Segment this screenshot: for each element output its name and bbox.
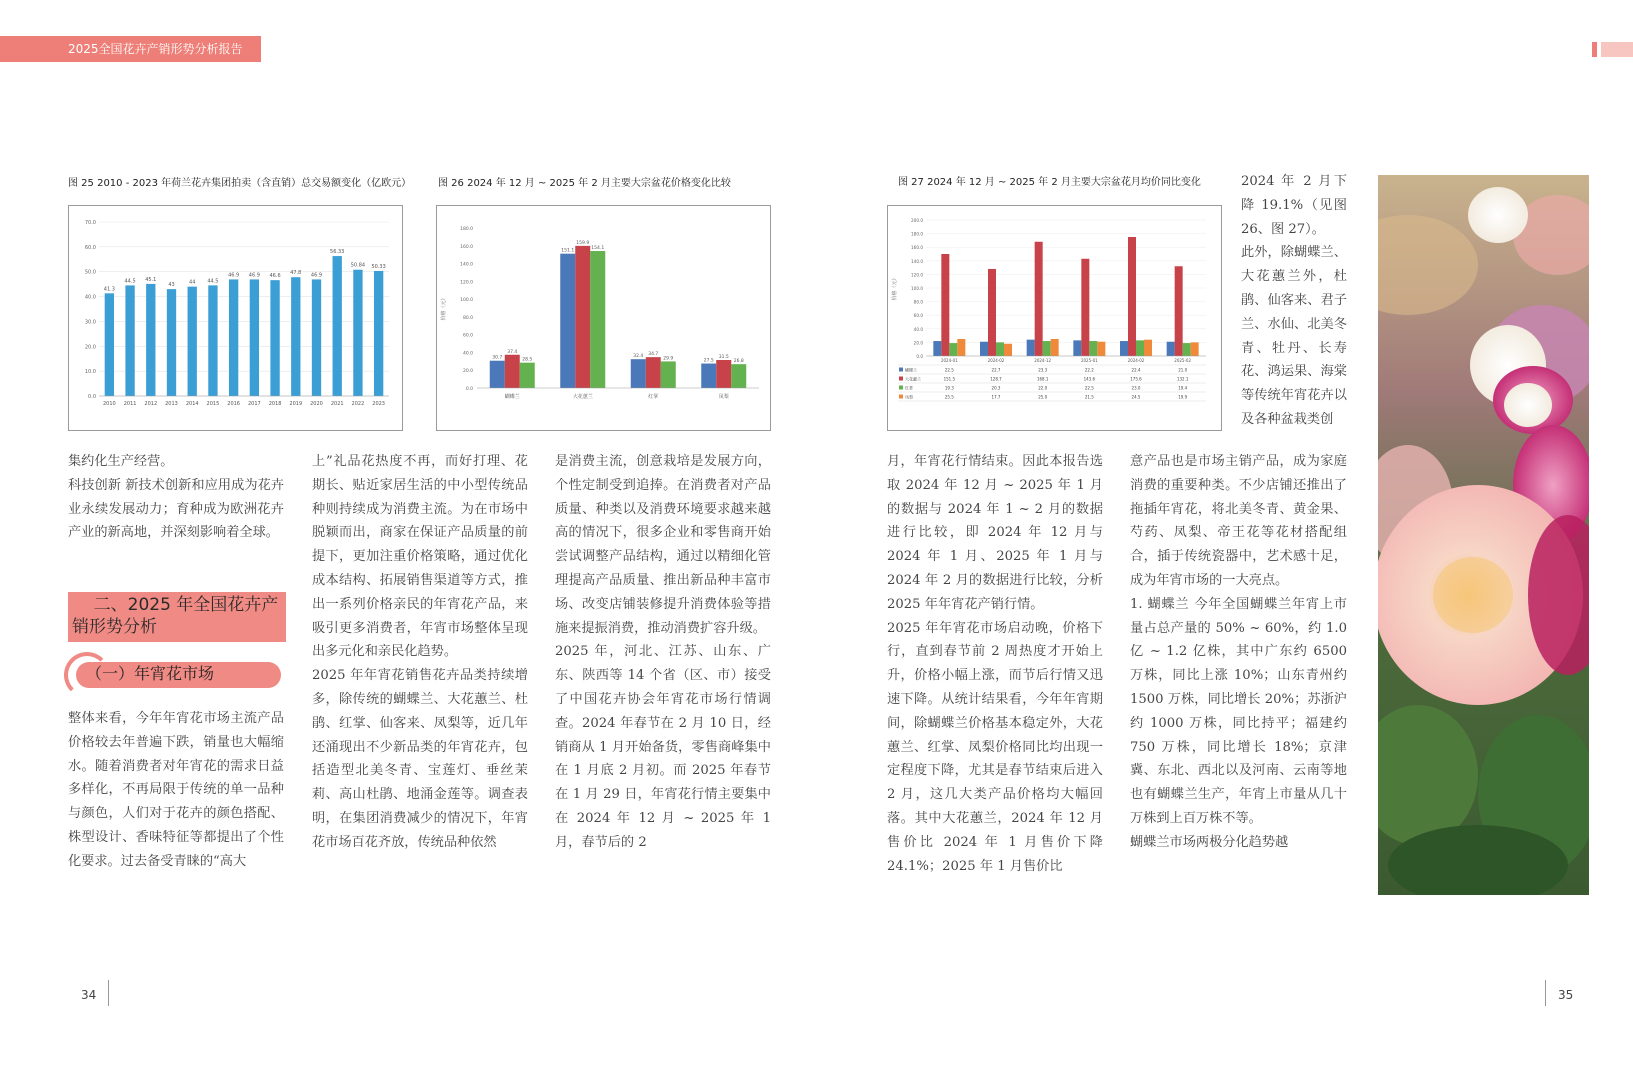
bar <box>105 293 114 396</box>
y-axis-label: 价格（元） <box>892 275 898 301</box>
table-cell: 22.4 <box>1131 367 1141 373</box>
x-tick-label: 蝴蝶兰 <box>504 394 520 400</box>
y-tick-label: 70.0 <box>84 220 96 226</box>
corner-marker <box>1592 42 1597 57</box>
x-tick-label: 2020 <box>310 401 323 407</box>
data-label: 44.5 <box>207 278 219 285</box>
bar <box>520 363 535 388</box>
legend-swatch <box>899 386 903 390</box>
bar <box>1043 341 1051 356</box>
bar <box>1191 342 1199 356</box>
bar <box>250 279 259 396</box>
y-tick-label: 140.0 <box>911 258 923 264</box>
bar <box>125 285 134 396</box>
bar <box>661 361 676 388</box>
report-title: 2025全国花卉产销形势分析报告 <box>68 42 243 56</box>
data-label: 28.5 <box>522 357 533 363</box>
bar <box>988 269 996 356</box>
x-tick-label: 2013 <box>165 401 178 407</box>
peony-flower-photo <box>1378 175 1589 895</box>
page-number-left: 34 <box>81 988 97 1002</box>
bar <box>949 343 957 356</box>
bar <box>731 364 746 388</box>
x-tick-label: 2015 <box>206 401 220 407</box>
y-tick-label: 160.0 <box>460 244 473 250</box>
x-tick-label: 2025-02 <box>1174 358 1192 363</box>
table-series-name: 红掌 <box>905 385 913 391</box>
bar <box>1089 341 1097 356</box>
bar <box>312 279 321 396</box>
y-tick-label: 160.0 <box>911 245 923 251</box>
bar <box>353 270 362 396</box>
y-tick-label: 20.0 <box>462 369 473 375</box>
y-tick-label: 60.0 <box>84 244 96 251</box>
fig27-chart-box <box>887 205 1222 431</box>
bar <box>701 364 716 388</box>
fig27-caption: 图 27 2024 年 12 月 ~ 2025 年 2 月主要大宗盆花月均价同比变化 <box>898 177 1201 188</box>
table-cell: 25.0 <box>1038 394 1048 400</box>
table-series-name: 凤梨 <box>905 394 913 400</box>
table-cell: 19.9 <box>1178 394 1188 400</box>
col1-top-text: 集约化生产经营。 科技创新 新技术创新和应用成为花卉业永续发展动力；育种成为欧洲花卉产业的新高地，并深刻影响着全球。 <box>68 454 284 541</box>
x-tick-label: 2011 <box>123 401 137 407</box>
col3-text: 是消费主流，创意栽培是发展方向，个性定制受到追捧。在消费者对产品质量、种类以及消费环境要求越来越高的情况下，很多企业和零售商开始尝试调整产品结构，通过以精细化管理提高产品质量、推出新品种丰富市场、改变店铺装修提升消费体验等措施来提振消费，推动消费扩容升级。 2025 年，河北、江苏、山东、广东、陕西等 14 个省（区、市）接受了中国花卉协会年宵花市场行情调查。2024 年春节在 2 月 10 日，经销商从 1 月开始备货，零售商峰集中在 1 月底 2 月初。而 2025 年春节在 1 月 29 日，年宵花行情主要集中在 2024 年 12 月 ~ 2025 年 1 月，春节后的 2 <box>555 454 771 850</box>
bar <box>1136 340 1144 356</box>
corner-bar <box>1601 42 1633 57</box>
x-tick-label: 2014 <box>185 401 199 407</box>
bar <box>146 284 155 396</box>
data-label: 46.9 <box>228 272 240 279</box>
data-label: 46.9 <box>310 272 323 279</box>
fig26-chart <box>437 206 770 430</box>
table-cell: 24.5 <box>1131 394 1141 400</box>
bar <box>590 251 605 388</box>
bar <box>374 271 383 396</box>
y-tick-label: 40.0 <box>84 294 96 301</box>
bar <box>1073 340 1081 356</box>
legend-swatch <box>899 368 903 372</box>
x-tick-label: 2024-02 <box>987 358 1005 363</box>
peony-flower-illustration <box>1378 175 1589 895</box>
data-label: 46.9 <box>248 272 260 279</box>
table-cell: 143.6 <box>1083 376 1096 382</box>
x-tick-label: 凤梨 <box>718 394 729 400</box>
table-cell: 20.3 <box>991 385 1001 391</box>
data-label: 159.9 <box>576 240 590 246</box>
y-tick-label: 40.0 <box>462 351 473 357</box>
bar <box>208 285 217 396</box>
bar <box>941 254 949 356</box>
x-tick-label: 2017 <box>247 401 261 407</box>
bar <box>167 289 176 396</box>
bar <box>1081 259 1089 356</box>
bar <box>1128 237 1136 356</box>
table-series-name: 大花蕙兰 <box>905 376 921 382</box>
table-cell: 128.7 <box>990 376 1002 382</box>
y-tick-label: 30.0 <box>84 319 96 326</box>
bar <box>1097 342 1105 356</box>
bar <box>505 355 520 388</box>
y-tick-label: 60.0 <box>462 333 473 339</box>
y-tick-label: 0.0 <box>916 354 923 359</box>
data-label: 50.84 <box>350 262 366 269</box>
y-tick-label: 60.0 <box>913 313 923 319</box>
bar <box>291 277 300 396</box>
data-label: 27.5 <box>703 358 714 364</box>
report-title-banner <box>0 36 261 62</box>
x-tick-label: 2019 <box>289 401 303 407</box>
bar <box>229 279 238 396</box>
data-label: 44 <box>189 279 196 286</box>
table-cell: 25.5 <box>944 394 954 400</box>
x-tick-label: 红掌 <box>648 394 659 400</box>
y-tick-label: 20.0 <box>84 344 96 351</box>
bar <box>716 360 731 388</box>
section-heading <box>68 592 286 642</box>
data-label: 34.7 <box>648 352 659 358</box>
page-number-left-rule <box>108 980 109 1006</box>
data-label: 41.3 <box>103 286 115 293</box>
table-cell: 22.5 <box>944 367 954 373</box>
fig26-chart-box <box>436 205 771 431</box>
data-label: 26.8 <box>733 359 744 365</box>
y-tick-label: 200.0 <box>911 218 923 223</box>
y-tick-label: 100.0 <box>460 298 473 304</box>
bar <box>1120 341 1128 356</box>
x-tick-label: 2024-01 <box>940 358 958 363</box>
x-tick-label: 2018 <box>268 401 282 407</box>
table-cell: 168.1 <box>1036 376 1049 382</box>
table-cell: 22.7 <box>991 367 1001 373</box>
bar <box>333 256 342 396</box>
x-tick-label: 2023 <box>372 401 386 407</box>
fig27-chart <box>888 206 1221 430</box>
table-cell: 22.5 <box>1084 385 1094 391</box>
legend-swatch <box>899 395 903 399</box>
table-series-name: 蝴蝶兰 <box>905 367 917 373</box>
x-tick-label: 2010 <box>102 401 116 407</box>
table-cell: 22.0 <box>1038 385 1048 391</box>
table-cell: 21.0 <box>1178 367 1188 373</box>
data-label: 29.9 <box>663 356 674 362</box>
subsection-heading <box>76 662 281 688</box>
page-number-right: 35 <box>1558 988 1574 1002</box>
x-tick-label: 2012 <box>144 401 158 407</box>
data-label: 32.4 <box>633 354 644 360</box>
bar <box>560 254 575 388</box>
bar <box>1051 339 1059 356</box>
x-tick-label: 2016 <box>227 401 241 407</box>
data-label: 46.6 <box>269 273 281 280</box>
table-cell: 22.2 <box>1084 367 1094 373</box>
y-tick-label: 100.0 <box>911 286 923 291</box>
section-heading-text: 二、2025 年全国花卉产销形势分析 <box>72 595 279 637</box>
col5-top-text: 2024 年 2 月下降 19.1%（见图 26、图 27）。 此外，除蝴蝶兰、大花蕙兰外，杜鹃、仙客来、君子兰、水仙、北美冬青、牡丹、长寿花、鸿运果、海棠等传统年宵花卉以及各种盆栽类创 <box>1241 174 1347 427</box>
bar <box>1175 266 1183 356</box>
bar <box>646 357 661 388</box>
x-tick-label: 2022 <box>351 401 365 407</box>
fig25-caption: 图 25 2010 - 2023 年荷兰花卉集团拍卖（含直销）总交易额变化（亿欧元） <box>68 178 412 189</box>
y-tick-label: 40.0 <box>913 326 923 332</box>
y-axis-label: 价格（元） <box>441 295 447 321</box>
bar <box>1035 242 1043 356</box>
table-cell: 21.5 <box>1084 394 1094 400</box>
y-tick-label: 80.0 <box>462 315 473 321</box>
data-label: 151.1 <box>561 248 575 254</box>
data-label: 154.1 <box>591 246 605 252</box>
data-label: 56.33 <box>330 249 345 256</box>
subsection-heading-text: （一）年宵花市场 <box>86 664 215 683</box>
bar <box>957 339 965 356</box>
x-tick-label: 2021 <box>330 401 344 407</box>
y-tick-label: 180.0 <box>460 227 473 232</box>
data-label: 44.5 <box>124 278 136 285</box>
bar <box>933 341 941 356</box>
y-tick-label: 0.0 <box>465 387 473 392</box>
y-tick-label: 0.0 <box>88 394 96 400</box>
col5-bottom-text: 意产品也是市场主销产品，成为家庭消费的重要种类。不少店铺还推出了拖插年宵花，将北美冬青、黄金果、芍药、凤梨、帝王花等花材搭配组合，插于传统瓷器中，艺术感十足，成为年宵市场的一大亮点。 1. 蝴蝶兰 今年全国蝴蝶兰年宵上市量占总产量的 50% ~ 60%，约 1.0 亿 ~ 1.2 亿株，其中广东约 6500 万株，同比上涨 10%；山东青州约 1500 万株，同比增长 20%；苏浙沪约 1000 万株，同比持平；福建约 750 万株，同比增长 18%；京津冀、东北、西北以及河南、云南等地也有蝴蝶兰生产，年宵上市量从几十万株到上百万株不等。 蝴蝶兰市场两极分化趋势越 <box>1130 454 1347 850</box>
fig26-caption: 图 26 2024 年 12 月 ~ 2025 年 2 月主要大宗盆花价格变化比较 <box>438 178 731 189</box>
y-tick-label: 140.0 <box>460 262 473 268</box>
col1-bottom-text: 整体来看，今年年宵花市场主流产品价格较去年普遍下跌，销量也大幅缩水。随着消费者对年宵花的需求日益多样化，不再局限于传统的单一品种与颜色，人们对于花卉的颜色搭配、株型设计、香味特征等都提出了个性化要求。过去备受青睐的“高大 <box>68 711 284 869</box>
col4-text: 月，年宵花行情结束。因此本报告选取 2024 年 12 月 ~ 2025 年 1 月的数据与 2024 年 1 ~ 2 月的数据进行比较，即 2024 年 12 月与 2024 年 1 月、2025 年 1 月与 2024 年 2 月的数据进行比较，分析 2025 年年宵花产销行情。 2025 年年宵花市场启动晚，价格下行，直到春节前 2 周热度才开始上升，价格小幅上涨，而节后行情又迅速下降。从统计结果看，今年年宵期间，除蝴蝶兰价格基本稳定外，大花蕙兰、红掌、凤梨价格同比均出现一定程度下降，尤其是春节结束后进入 2 月，这几大类产品价格均大幅回落。其中大花蕙兰，2024 年 12 月售价比 2024 年 1 月售价下降 24.1%；2025 年 1 月售价比 <box>887 454 1103 874</box>
bar <box>188 287 197 396</box>
data-label: 30.7 <box>492 355 503 361</box>
data-label: 37.4 <box>507 349 518 355</box>
table-cell: 175.6 <box>1130 376 1142 382</box>
fig25-chart <box>69 206 402 430</box>
bar <box>1167 342 1175 356</box>
y-tick-label: 180.0 <box>911 231 923 237</box>
bar <box>631 359 646 388</box>
bar <box>996 342 1004 356</box>
data-label: 45.1 <box>145 276 157 283</box>
y-tick-label: 120.0 <box>911 272 923 278</box>
data-label: 47.8 <box>290 270 302 277</box>
table-cell: 23.3 <box>1038 367 1048 373</box>
bar <box>270 280 279 396</box>
table-cell: 23.0 <box>1131 385 1141 391</box>
bar <box>575 246 590 388</box>
fig25-chart-box <box>68 205 403 431</box>
data-label: 31.5 <box>718 355 729 360</box>
data-label: 50.33 <box>371 263 386 270</box>
table-cell: 151.5 <box>943 376 956 382</box>
bar <box>980 342 988 356</box>
bar <box>1144 340 1152 356</box>
table-cell: 17.7 <box>991 394 1001 400</box>
legend-swatch <box>899 377 903 381</box>
data-label: 43 <box>168 282 175 289</box>
bar <box>1004 344 1012 356</box>
x-tick-label: 2024-02 <box>1127 358 1145 363</box>
x-tick-label: 2024-12 <box>1034 358 1052 363</box>
y-tick-label: 10.0 <box>84 369 96 376</box>
x-tick-label: 大花蕙兰 <box>572 394 593 400</box>
table-cell: 19.3 <box>944 385 954 391</box>
y-tick-label: 80.0 <box>913 299 923 305</box>
x-tick-label: 2025-01 <box>1080 358 1098 363</box>
page-number-right-rule <box>1545 980 1546 1006</box>
table-cell: 132.1 <box>1176 376 1189 382</box>
col2-text: 上”礼品花热度不再，而好打理、花期长、贴近家居生活的中小型传统品种则持续成为消费主流。为在市场中脱颖而出，商家在保证产品质量的前提下，更加注重价格策略，通过优化成本结构、拓展销售渠道等方式，推出一系列价格亲民的年宵花产品，来吸引更多消费者，年宵市场整体呈现出多元化和亲民化趋势。 2025 年年宵花销售花卉品类持续增多，除传统的蝴蝶兰、大花蕙兰、杜鹃、红掌、仙客来、凤梨等，近几年还涌现出不少新品类的年宵花卉，包括造型北美冬青、宝莲灯、垂丝茉莉、高山杜鹃、地涌金莲等。调查表明，在集团消费减少的情况下，年宵花市场百花齐放，传统品种依然 <box>312 454 528 850</box>
y-tick-label: 20.0 <box>913 340 923 346</box>
bar <box>1027 340 1035 356</box>
y-tick-label: 50.0 <box>84 269 96 276</box>
bar <box>1183 343 1191 356</box>
bar <box>490 361 505 388</box>
table-cell: 19.4 <box>1178 385 1188 391</box>
y-tick-label: 120.0 <box>460 280 473 286</box>
